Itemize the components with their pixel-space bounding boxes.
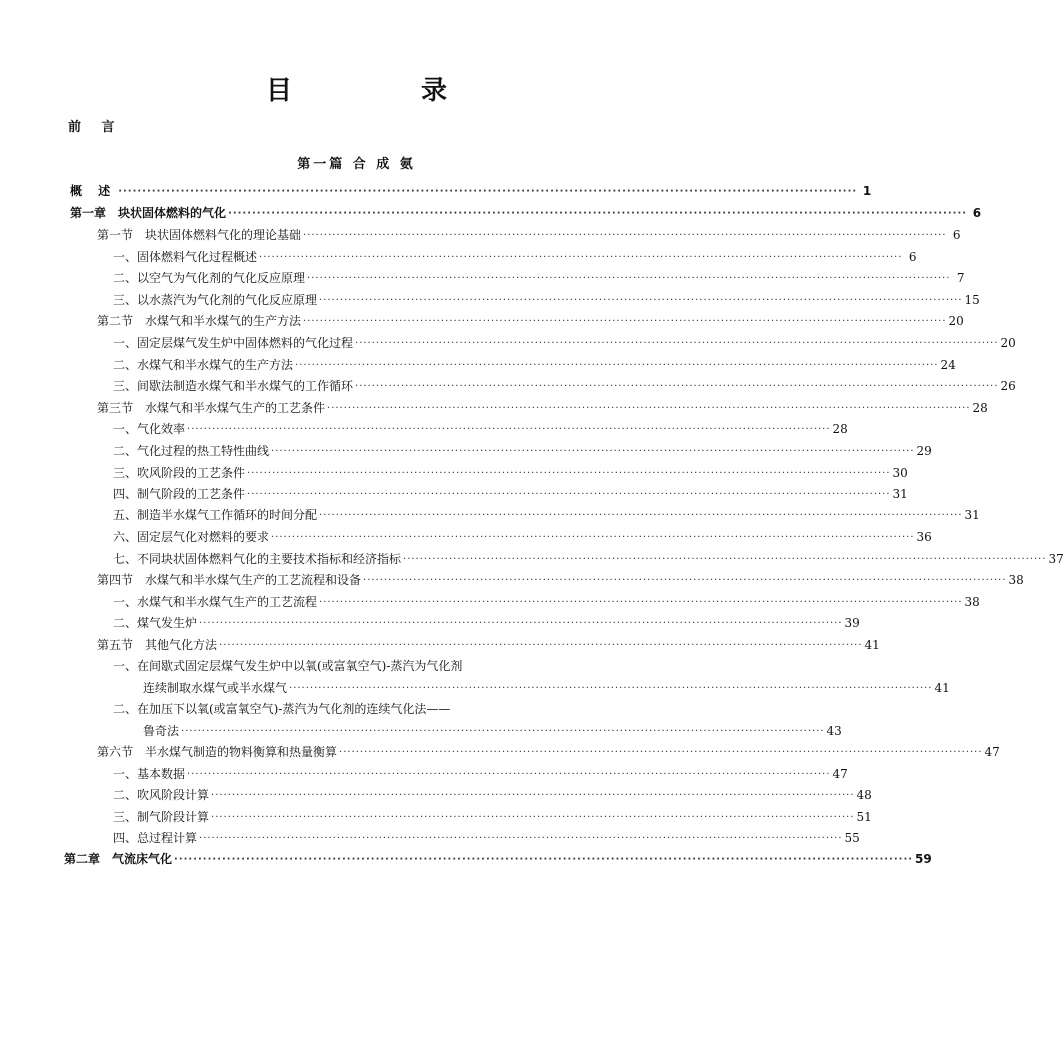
- toc-label: 连续制取水煤气或半水煤气: [143, 681, 288, 695]
- toc-leader: ··························································································································································: [355, 381, 999, 392]
- toc-page: 41: [864, 638, 880, 652]
- toc-page: 7: [956, 271, 965, 285]
- toc-entry[interactable]: [97, 398, 988, 416]
- toc-entry[interactable]: [97, 570, 1024, 588]
- toc-page: 36: [916, 530, 932, 544]
- toc-leader: ··························································································································································: [295, 360, 939, 371]
- toc-page: 38: [964, 595, 980, 609]
- toc-entry-continued[interactable]: [113, 656, 654, 674]
- toc-leader: ··························································································································································: [319, 597, 963, 608]
- toc-label: 四、总过程计算: [113, 831, 198, 845]
- toc-page: 26: [1000, 379, 1016, 393]
- toc-label: 二、在加压下以氧(或富氧空气)-蒸汽为气化剂的连续气化法——: [113, 702, 451, 716]
- toc-label: 第二章 气流床气化: [64, 852, 173, 866]
- toc-page: 24: [940, 358, 956, 372]
- toc-label: 第二节 水煤气和半水煤气的生产方法: [97, 314, 302, 328]
- toc-page: 15: [964, 293, 980, 307]
- toc-entry[interactable]: [113, 268, 965, 286]
- toc-leader: ··························································································································································: [339, 747, 983, 758]
- toc-label: 一、气化效率: [113, 422, 186, 436]
- toc-label: 一、基本数据: [113, 767, 186, 781]
- toc-label: 第一章 块状固体燃料的气化: [70, 206, 227, 220]
- toc-leader: ··························································································································································: [403, 554, 1047, 565]
- toc-page: 38: [1008, 573, 1024, 587]
- toc-label: 三、吹风阶段的工艺条件: [113, 466, 246, 480]
- toc-page: 6: [972, 206, 982, 220]
- toc-page: 43: [826, 724, 842, 738]
- toc-entry[interactable]: [113, 807, 872, 825]
- toc-leader: ··························································································································································: [211, 790, 855, 801]
- toc-entry[interactable]: [97, 635, 880, 653]
- toc-leader: ··························································································································································: [319, 510, 963, 521]
- toc-leader: ··························································································································································: [247, 489, 891, 500]
- toc-page: 6: [908, 250, 917, 264]
- toc-label: 概 述: [70, 184, 117, 198]
- toc-page: 41: [934, 681, 950, 695]
- toc-entry[interactable]: [97, 742, 1000, 760]
- toc-entry[interactable]: [113, 463, 908, 481]
- toc-leader: ··························································································································································: [174, 854, 914, 865]
- toc-page: 47: [984, 745, 1000, 759]
- toc-entry[interactable]: [70, 203, 982, 221]
- toc-leader: ··························································································································································: [247, 468, 891, 479]
- toc-page: 6: [952, 228, 961, 242]
- toc-entry[interactable]: [113, 505, 980, 523]
- toc-page: 30: [892, 466, 908, 480]
- toc-page: 55: [844, 831, 860, 845]
- toc-leader: ··························································································································································: [303, 230, 947, 241]
- toc-label: 第六节 半水煤气制造的物料衡算和热量衡算: [97, 745, 338, 759]
- toc-label: 第五节 其他气化方法: [97, 638, 218, 652]
- toc-page: 28: [832, 422, 848, 436]
- toc-label: 三、制气阶段计算: [113, 810, 210, 824]
- toc-entry[interactable]: [113, 527, 932, 545]
- toc-entry-continued[interactable]: [113, 699, 654, 717]
- toc-entry[interactable]: [113, 484, 908, 502]
- toc-page: 20: [948, 314, 964, 328]
- toc-page: 39: [844, 616, 860, 630]
- toc-page: 20: [1000, 336, 1016, 350]
- toc-leader: ··························································································································································: [271, 446, 915, 457]
- toc-page: 59: [915, 852, 932, 866]
- toc-entry[interactable]: [70, 181, 872, 199]
- toc-label: 第三节 水煤气和半水煤气生产的工艺条件: [97, 401, 326, 415]
- toc-leader: ··························································································································································: [303, 316, 947, 327]
- toc-label: 一、在间歇式固定层煤气发生炉中以氧(或富氧空气)-蒸汽为气化剂: [113, 659, 463, 673]
- toc-entry[interactable]: [113, 290, 980, 308]
- toc-leader: ··························································································································································: [199, 833, 843, 844]
- toc-label: 二、水煤气和半水煤气的生产方法: [113, 358, 294, 372]
- toc-label: 二、气化过程的热工特性曲线: [113, 444, 270, 458]
- toc-page: 31: [964, 508, 980, 522]
- toc-leader: ··························································································································································: [187, 769, 831, 780]
- toc-label: 二、以空气为气化剂的气化反应原理: [113, 271, 306, 285]
- toc-entry[interactable]: [113, 376, 1016, 394]
- toc-label: 五、制造半水煤气工作循环的时间分配: [113, 508, 318, 522]
- toc-entry[interactable]: [113, 613, 860, 631]
- toc-leader: ··························································································································································: [199, 618, 843, 629]
- part-title: 第一篇 合 成 氨: [297, 157, 416, 172]
- toc-entry[interactable]: [113, 828, 860, 846]
- toc-label: 一、固体燃料气化过程概述: [113, 250, 258, 264]
- toc-page: 1: [862, 184, 872, 198]
- toc-label: 一、固定层煤气发生炉中固体燃料的气化过程: [113, 336, 354, 350]
- toc-entry[interactable]: [113, 355, 956, 373]
- toc-label: 一、水煤气和半水煤气生产的工艺流程: [113, 595, 318, 609]
- toc-entry[interactable]: [97, 311, 964, 329]
- toc-entry[interactable]: [64, 849, 932, 867]
- toc-entry[interactable]: [113, 549, 1064, 567]
- toc-leader: ··························································································································································: [327, 403, 971, 414]
- toc-entry[interactable]: [113, 592, 980, 610]
- toc-label: 七、不同块状固体燃料气化的主要技术指标和经济指标: [113, 552, 402, 566]
- toc-entry[interactable]: [113, 419, 848, 437]
- toc-leader: ··························································································································································: [307, 273, 951, 284]
- toc-page: 29: [916, 444, 932, 458]
- toc-leader: ··························································································································································: [187, 424, 831, 435]
- toc-page: 47: [832, 767, 848, 781]
- toc-leader: ··························································································································································: [228, 208, 968, 219]
- toc-label: 鲁奇法: [143, 724, 180, 738]
- toc-entry[interactable]: [143, 678, 950, 696]
- toc-label: 二、吹风阶段计算: [113, 788, 210, 802]
- toc-leader: ··························································································································································: [211, 812, 855, 823]
- toc-leader: ··························································································································································: [181, 726, 825, 737]
- toc-leader: ··························································································································································: [363, 575, 1007, 586]
- toc-leader: ··························································································································································: [289, 683, 933, 694]
- toc-page: 48: [856, 788, 872, 802]
- toc-leader: ··························································································································································: [118, 186, 858, 197]
- toc-page: 31: [892, 487, 908, 501]
- toc-label: 六、固定层气化对燃料的要求: [113, 530, 270, 544]
- toc-entry[interactable]: [113, 247, 917, 265]
- toc-leader: ··························································································································································: [219, 640, 863, 651]
- toc-label: 三、以水蒸汽为气化剂的气化反应原理: [113, 293, 318, 307]
- toc-entry[interactable]: [113, 785, 872, 803]
- toc-page: 28: [972, 401, 988, 415]
- toc-leader: ··························································································································································: [271, 532, 915, 543]
- toc-leader: ··························································································································································: [259, 252, 903, 263]
- toc-leader: ··························································································································································: [319, 295, 963, 306]
- toc-label: 第四节 水煤气和半水煤气生产的工艺流程和设备: [97, 573, 362, 587]
- toc-entry[interactable]: [113, 333, 1016, 351]
- toc-entry[interactable]: [113, 441, 932, 459]
- preface-heading: 前 言: [68, 120, 123, 135]
- toc-entry[interactable]: [97, 225, 961, 243]
- toc-label: 第一节 块状固体燃料气化的理论基础: [97, 228, 302, 242]
- toc-entry[interactable]: [143, 721, 842, 739]
- toc-entry[interactable]: [113, 764, 848, 782]
- toc-page: 37: [1048, 552, 1064, 566]
- toc-label: 二、煤气发生炉: [113, 616, 198, 630]
- toc-leader: ··························································································································································: [355, 338, 999, 349]
- toc-label: 四、制气阶段的工艺条件: [113, 487, 246, 501]
- page-title: 目 录: [265, 76, 508, 106]
- toc-page: 51: [856, 810, 872, 824]
- toc-label: 三、间歇法制造水煤气和半水煤气的工作循环: [113, 379, 354, 393]
